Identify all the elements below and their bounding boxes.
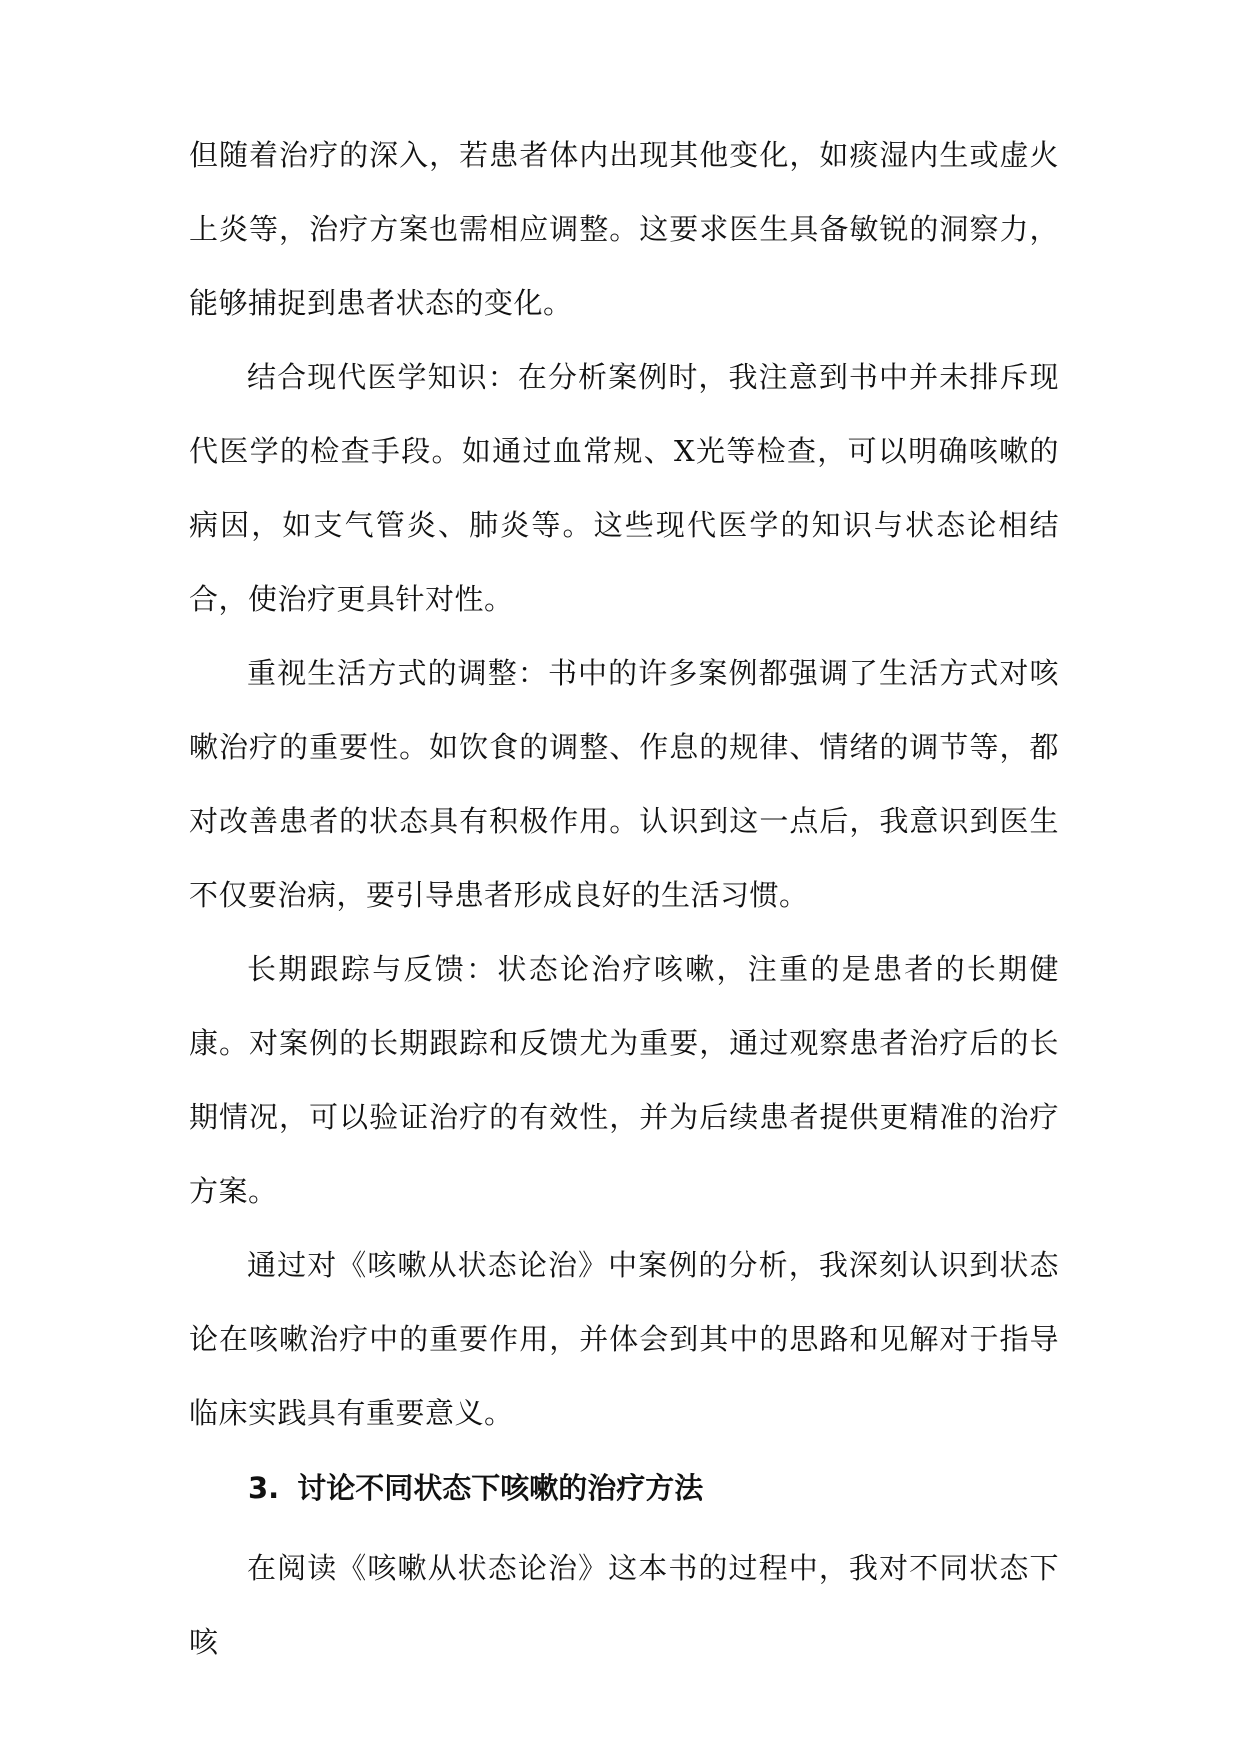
paragraph-conclusion: 通过对《咳嗽从状态论治》中案例的分析，我深刻认识到状态论在咳嗽治疗中的重要作用，并体会到其中的思路和见解对于指导临床实践具有重要意义。 <box>189 1248 1059 1430</box>
paragraph-reading-intro: 在阅读《咳嗽从状态论治》这本书的过程中，我对不同状态下咳 <box>189 1551 1059 1659</box>
paragraph-lifestyle: 重视生活方式的调整：书中的许多案例都强调了生活方式对咳嗽治疗的重要性。如饮食的调整、作息的规律、情绪的调节等，都对改善患者的状态具有积极作用。认识到这一点后，我意识到医生不仅要治病，要引导患者形成良好的生活习惯。 <box>189 656 1059 912</box>
paragraph-long-term-followup: 长期跟踪与反馈：状态论治疗咳嗽，注重的是患者的长期健康。对案例的长期跟踪和反馈尤为重要，通过观察患者治疗后的长期情况，可以验证治疗的有效性，并为后续患者提供更精准的治疗方案。 <box>189 952 1059 1208</box>
section-title: 讨论不同状态下咳嗽的治疗方法 <box>297 1471 704 1505</box>
body-text-lower <box>189 1531 1059 1679</box>
body-text-upper <box>189 118 1059 1450</box>
section-heading <box>248 1468 703 1508</box>
paragraph-continuation: 但随着治疗的深入，若患者体内出现其他变化，如痰湿内生或虚火上炎等，治疗方案也需相应调整。这要求医生具备敏锐的洞察力，能够捕捉到患者状态的变化。 <box>189 138 1059 320</box>
paragraph-modern-medicine: 结合现代医学知识：在分析案例时，我注意到书中并未排斥现代医学的检查手段。如通过血常规、X光等检查，可以明确咳嗽的病因，如支气管炎、肺炎等。这些现代医学的知识与状态论相结合，使治疗更具针对性。 <box>189 360 1059 616</box>
section-number: 3. <box>248 1471 280 1505</box>
